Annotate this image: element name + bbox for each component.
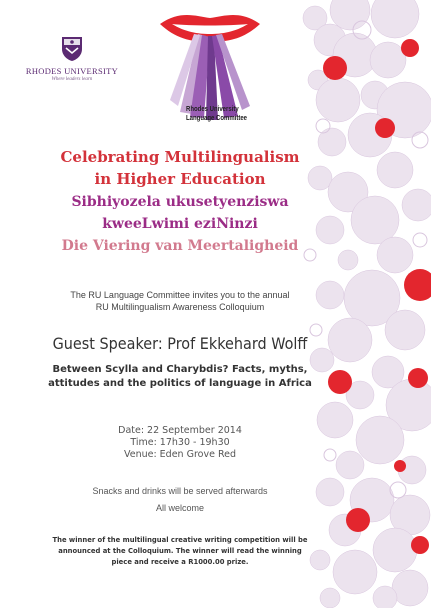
rhodes-university-logo: [22, 36, 122, 82]
refreshments-note: Snacks and drinks will be served afterwards: [92, 486, 268, 496]
university-crest-icon: [61, 36, 83, 62]
heading-english-line-2: in Higher Education: [94, 170, 266, 188]
committee-label: [186, 104, 266, 122]
committee-line-1: Rhodes University: [186, 104, 239, 113]
talk-title-line-1: Between Scylla and Charybdis? Facts, myths,: [52, 364, 308, 375]
talk-title-line-2: attitudes and the politics of language in Africa: [48, 378, 312, 389]
committee-line-2: Language Committee: [186, 113, 248, 122]
competition-line-3: piece and receive a R1000.00 prize.: [111, 558, 249, 566]
all-welcome: All welcome: [155, 503, 204, 513]
university-tagline: Where leaders learn: [51, 77, 93, 82]
heading-xhosa-line-1: Sibhiyozela ukusetyenziswa: [71, 194, 289, 210]
guest-speaker: Guest Speaker: Prof Ekkehard Wolff: [52, 334, 308, 353]
heading-afrikaans: Die Viering van Meertaligheid: [61, 238, 299, 254]
invitation-line-2: RU Multilingualism Awareness Colloquium: [95, 302, 265, 312]
event-date: Date: 22 September 2014: [118, 425, 242, 436]
competition-line-2: announced at the Colloquium. The winner will read the winning: [58, 547, 302, 555]
event-time: Time: 17h30 - 19h30: [130, 437, 230, 448]
event-venue: Venue: Eden Grove Red: [123, 449, 237, 460]
competition-line-1: The winner of the multilingual creative writing competition will be: [52, 536, 308, 544]
university-name: RHODES UNIVERSITY: [25, 66, 119, 76]
invitation-line-1: The RU Language Committee invites you to the annual: [70, 290, 290, 300]
heading-xhosa-line-2: kweeLwimi eziNinzi: [102, 216, 258, 232]
heading-english-line-1: Celebrating Multilingualism: [60, 148, 300, 166]
